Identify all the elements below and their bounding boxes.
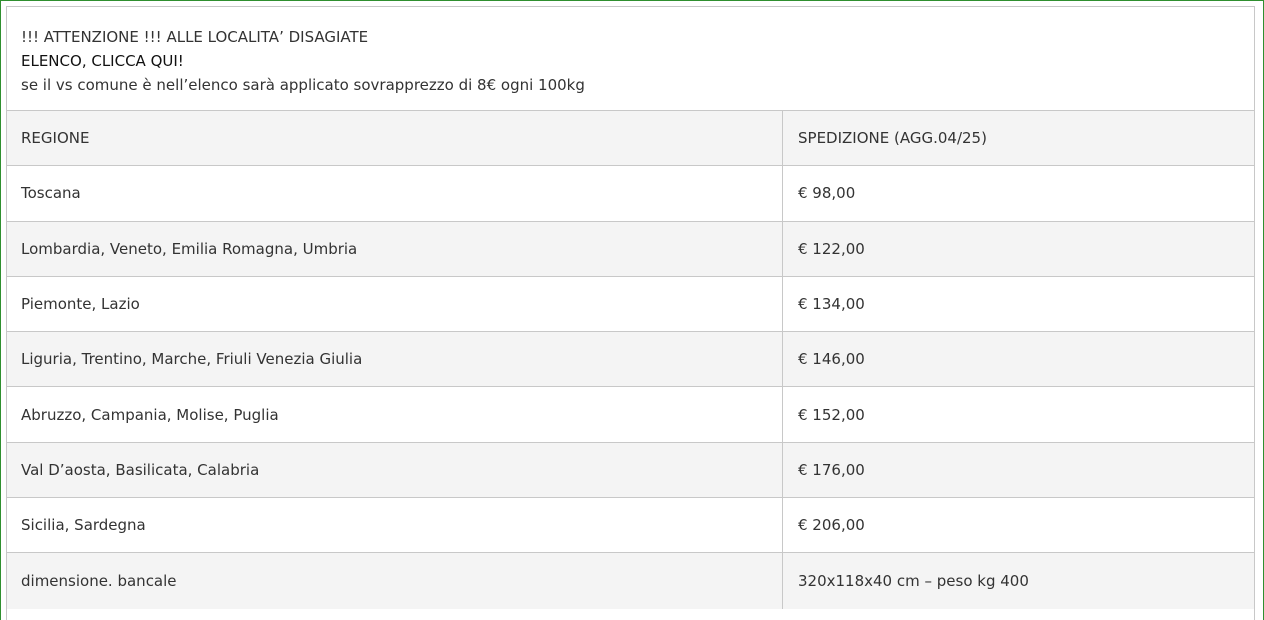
region-cell: Sicilia, Sardegna xyxy=(7,498,783,552)
region-cell: Lombardia, Veneto, Emilia Romagna, Umbria xyxy=(7,222,783,276)
surcharge-text: se il vs comune è nell’elenco sarà applicato sovrapprezzo di 8€ ogni 100kg xyxy=(21,76,585,94)
table-row xyxy=(7,387,1254,442)
disadvantaged-list-link[interactable]: ELENCO, CLICCA QUI! xyxy=(21,52,184,70)
frame-top-border xyxy=(0,0,1264,1)
disadvantaged-list-link-wrapper xyxy=(21,49,1254,73)
region-cell: dimensione. bancale xyxy=(7,553,783,608)
warning-text: !!! ATTENZIONE !!! ALLE LOCALITA’ DISAGIATE xyxy=(21,28,369,46)
table-row xyxy=(7,553,1254,608)
region-cell: Val D’aosta, Basilicata, Calabria xyxy=(7,443,783,497)
table-row xyxy=(7,332,1254,387)
price-cell: € 146,00 xyxy=(798,350,865,369)
notice-cell xyxy=(7,7,1254,111)
price-cell: 320x118x40 cm – peso kg 400 xyxy=(798,572,1029,591)
price-cell: € 122,00 xyxy=(798,239,865,258)
region-cell: Toscana xyxy=(7,166,783,220)
region-cell: Abruzzo, Campania, Molise, Puglia xyxy=(7,387,783,441)
header-shipping: SPEDIZIONE (AGG.04/25) xyxy=(798,129,987,148)
shipping-table xyxy=(6,6,1255,620)
price-cell: € 134,00 xyxy=(798,295,865,314)
table-header-row xyxy=(7,111,1254,166)
header-region: REGIONE xyxy=(7,111,783,165)
region-cell: Piemonte, Lazio xyxy=(7,277,783,331)
frame-left-border xyxy=(0,0,1,620)
price-cell: € 206,00 xyxy=(798,516,865,535)
table-row xyxy=(7,277,1254,332)
table-row xyxy=(7,443,1254,498)
price-cell: € 176,00 xyxy=(798,460,865,479)
table-row xyxy=(7,498,1254,553)
table-row xyxy=(7,166,1254,221)
table-row xyxy=(7,222,1254,277)
price-cell: € 152,00 xyxy=(798,405,865,424)
region-cell: Liguria, Trentino, Marche, Friuli Venezia Giulia xyxy=(7,332,783,386)
price-cell: € 98,00 xyxy=(798,184,856,203)
